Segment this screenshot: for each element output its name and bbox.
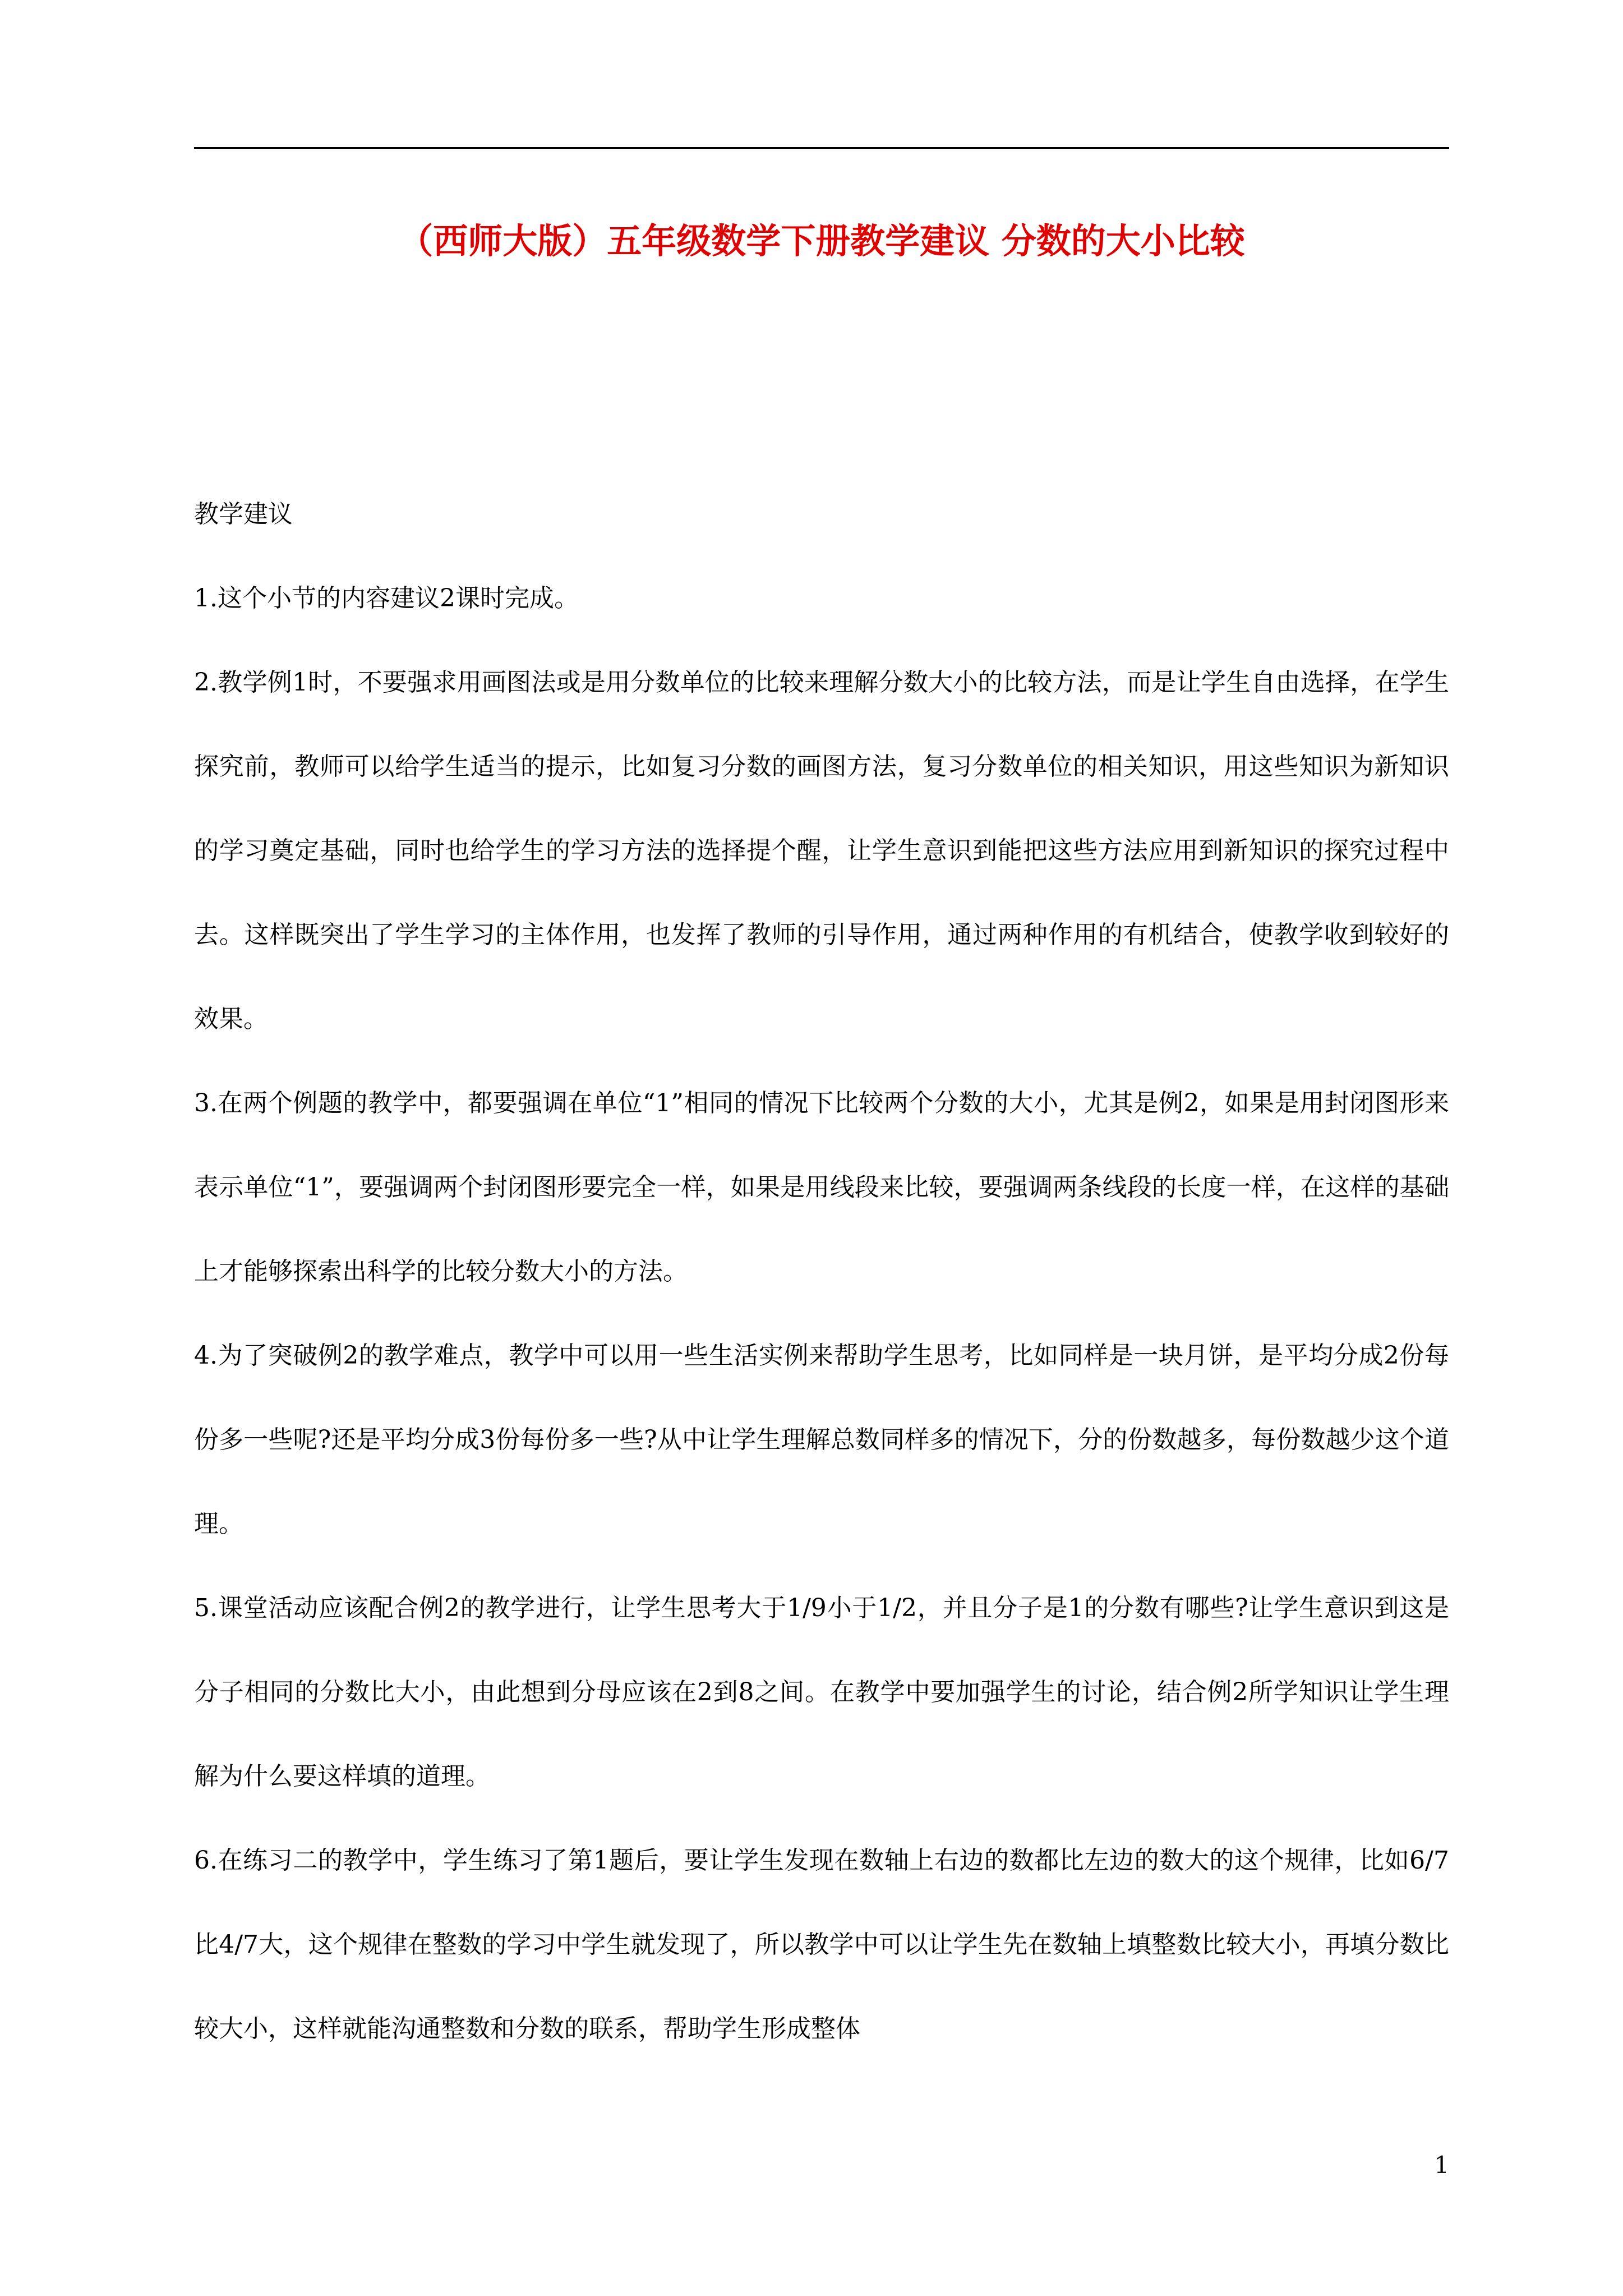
paragraph-5: 5.课堂活动应该配合例2的教学进行，让学生思考大于1/9小于1/2，并且分子是1的分数有哪些?让学生意识到这是分子相同的分数比大小，由此想到分母应该在2到8之间。在教学中要加强学生的讨论，结合例2所学知识让学生理解为什么要这样填的道理。 — [194, 1594, 1449, 1791]
document-title: （西师大版）五年级数学下册教学建议 分数的大小比较 — [398, 220, 1245, 261]
paragraph-3: 3.在两个例题的教学中，都要强调在单位“1”相同的情况下比较两个分数的大小，尤其是例2，如果是用封闭图形来表示单位“1”，要强调两个封闭图形要完全一样，如果是用线段来比较，要强调两条线段的长度一样，在这样的基础上才能够探索出科学的比较分数大小的方法。 — [194, 1089, 1449, 1286]
document-body — [194, 472, 1449, 2071]
paragraph-4: 4.为了突破例2的教学难点，教学中可以用一些生活实例来帮助学生思考，比如同样是一块月饼，是平均分成2份每份多一些呢?还是平均分成3份每份多一些?从中让学生理解总数同样多的情况下，分的份数越多，每份数越少这个道理。 — [194, 1341, 1449, 1538]
page-number: 1 — [1434, 2151, 1449, 2179]
paragraph-2: 2.教学例1时，不要强求用画图法或是用分数单位的比较来理解分数大小的比较方法，而是让学生自由选择，在学生探究前，教师可以给学生适当的提示，比如复习分数的画图方法，复习分数单位的相关知识，用这些知识为新知识的学习奠定基础，同时也给学生的学习方法的选择提个醒，让学生意识到能把这些方法应用到新知识的探究过程中去。这样既突出了学生学习的主体作用，也发挥了教师的引导作用，通过两种作用的有机结合，使教学收到较好的效果。 — [194, 668, 1449, 1033]
section-heading: 教学建议 — [194, 500, 293, 528]
header-rule — [194, 147, 1449, 149]
paragraph-1: 1.这个小节的内容建议2课时完成。 — [194, 584, 579, 613]
paragraph-6: 6.在练习二的教学中，学生练习了第1题后，要让学生发现在数轴上右边的数都比左边的数大的这个规律，比如6/7比4/7大，这个规律在整数的学习中学生就发现了，所以教学中可以让学生先在数轴上填整数比较大小，再填分数比较大小，这样就能沟通整数和分数的联系，帮助学生形成整体 — [194, 1846, 1449, 2043]
